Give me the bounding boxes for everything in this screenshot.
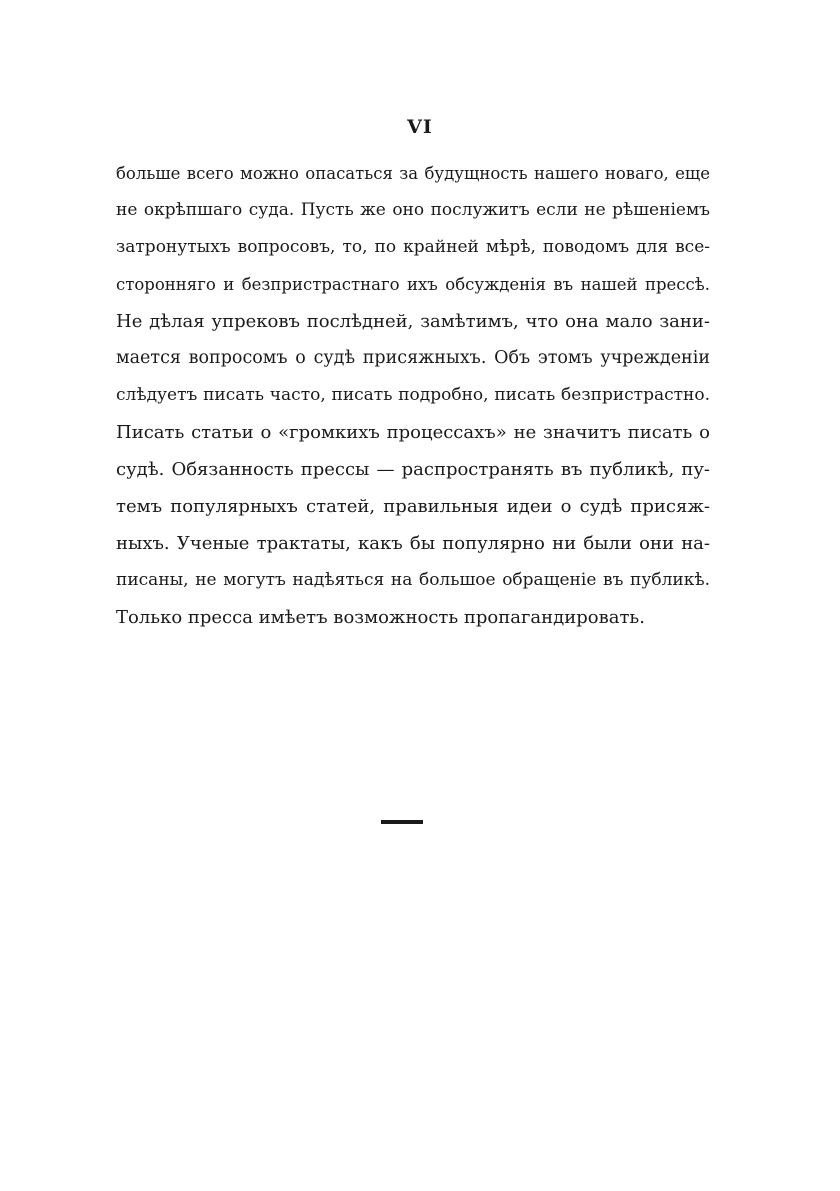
- text-line: ныхъ. Ученые трактаты, какъ бы популярно ни были они на-: [116, 533, 710, 554]
- text-line: темъ популярныхъ статей, правильныя идеи о судѣ присяж-: [116, 496, 710, 517]
- text-line: затронутыхъ вопросовъ, то, по крайней мѣрѣ, поводомъ для все-: [116, 237, 710, 257]
- text-line: Только пресса имѣетъ возможность пропагандировать.: [116, 607, 645, 628]
- section-end-rule: [381, 820, 423, 824]
- text-line: не окрѣпшаго суда. Пусть же оно послужитъ если не рѣшеніемъ: [116, 200, 710, 220]
- text-line: мается вопросомъ о судѣ присяжныхъ. Объ этомъ учрежденіи: [116, 348, 710, 368]
- text-line: больше всего можно опасаться за будущность нашего новаго, еще: [116, 164, 710, 183]
- page-number: VI: [407, 116, 433, 138]
- text-line: судѣ. Обязанность прессы — распространять въ публикѣ, пу-: [116, 459, 710, 480]
- text-line: сторонняго и безпристрастнаго ихъ обсужденія въ нашей прессѣ.: [116, 275, 710, 294]
- text-line: слѣдуетъ писать часто, писать подробно, писать безпристрастно.: [116, 385, 710, 405]
- text-line: писаны, не могутъ надѣяться на большое обращеніе въ публикѣ.: [116, 570, 710, 590]
- text-line: Писать статьи о «громкихъ процессахъ» не значитъ писать о: [116, 422, 710, 443]
- text-line: Не дѣлая упрековъ послѣдней, замѣтимъ, что она мало зани-: [116, 311, 710, 332]
- body-text: [116, 155, 710, 636]
